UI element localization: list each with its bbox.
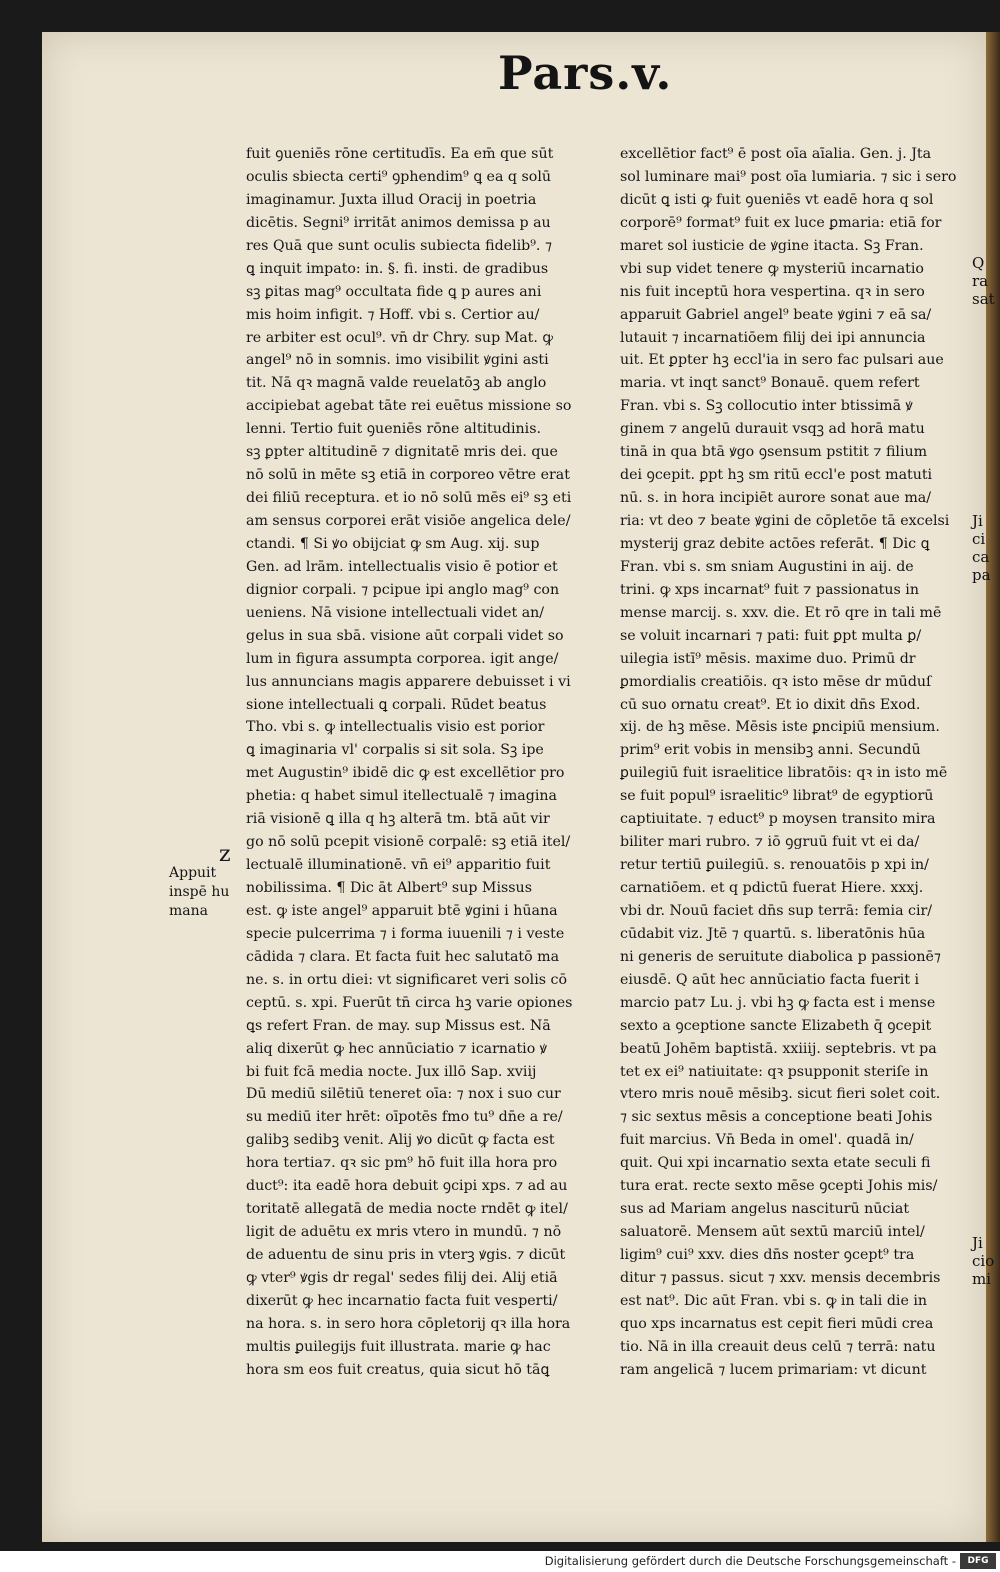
text-line: uilegia istī⁹ mēsis. maxime duo. Primū dr: [620, 650, 916, 667]
text-line: ceptū. s. xpi. Fuerūt tn̄ circa hꝫ varie opiones: [246, 994, 573, 1011]
text-line: retur tertiū ꝑuilegiū. s. renouatōis p xpi in/: [620, 857, 929, 874]
edge-fragment-middle: [972, 512, 991, 584]
text-line: toritatē allegatā de media nocte rndēt ꝙ itel/: [246, 1201, 568, 1218]
text-line: de aduentu de sinu pris in vterꝫ ꝟgis. ⁊ dicūt: [246, 1247, 566, 1263]
edge-fragment-bottom: [972, 1234, 994, 1288]
footer-bar: [0, 1551, 1000, 1572]
text-line: ⁊ sic sextus mēsis a conceptione beati Johis: [620, 1109, 933, 1126]
text-line: ꝑmordialis creatiōis. qꝛ isto mēse dr mūduſ: [620, 673, 932, 690]
text-line: tinā in qua btā ꝟgo ꝯsensum pstitit ⁊ filium: [620, 444, 928, 461]
text-line: ꝑuilegiū fuit israelitice libratōis: qꝛ in isto mē: [620, 765, 948, 782]
edge-fragment-text: pa: [972, 566, 991, 584]
text-line: na hora. s. in sero hora cōpletorij qꝛ illa hora: [246, 1315, 571, 1332]
text-line: ctandi. ¶ Si ꝟo obijciat ꝙ sm Aug. xij. sup: [246, 535, 540, 552]
text-line: sexto a ꝯceptione sancte Elizabeth q̄ ꝯcepit: [620, 1017, 932, 1034]
text-line: saluatorē. Mensem aūt sextū marciū intel/: [620, 1224, 925, 1241]
edge-fragment-text: ci: [972, 530, 986, 548]
text-line: nis fuit inceptū hora vespertina. qꝛ in sero: [620, 283, 925, 300]
text-line: go nō solū pcepit visionē corpalē: sꝫ etiā itel/: [246, 834, 571, 851]
text-line: xij. de hꝫ mēse. Mēsis iste ꝑncipiū mensium.: [620, 719, 940, 736]
text-line: dicūt ꝗ isti ꝙ fuit ꝯueniēs vt eadē hora q sol: [620, 191, 934, 208]
text-line: lenni. Tertio fuit ꝯueniēs rōne altitudinis.: [246, 421, 541, 438]
text-line: biliter mari rubro. ⁊ iō ꝯgruū fuit vt ei da/: [620, 834, 920, 851]
text-line: ne. s. in ortu diei: vt significaret veri solis cō: [246, 971, 568, 988]
text-line: sol luminare mai⁹ post oīa lumiaria. ⁊ sic i sero: [620, 168, 957, 185]
text-line: met Augustin⁹ ibidē dic ꝙ est excellētior pro: [246, 765, 565, 782]
text-line: excellētior fact⁹ ē post oīa aīalia. Gen. j. Jta: [620, 146, 932, 162]
right-text-column: [620, 143, 970, 1382]
text-line: lutauit ⁊ incarnatiōem filij dei ipi annuncia: [620, 329, 926, 346]
text-line: mense marcij. s. xxv. die. Et rō qre in tali mē: [620, 604, 942, 621]
text-line: res Quā que sunt oculis subiecta fidelib⁹. ⁊: [246, 237, 552, 254]
text-line: quit. Qui xpi incarnatio sexta etate seculi fi: [620, 1155, 931, 1172]
text-line: tit. Nā qꝛ magnā valde reuelatōꝫ ab anglo: [246, 375, 547, 392]
text-line: ueniens. Nā visione intellectuali videt an/: [246, 604, 545, 621]
text-line: sꝫ ꝑitas mag⁹ occultata fide ꝗ p aures ani: [246, 283, 542, 300]
text-line: est nat⁹. Dic aūt Fran. vbi s. ꝙ in tali die in: [620, 1292, 928, 1309]
text-line: eiusdē. Q aūt hec annūciatio facta fuerit i: [620, 971, 920, 988]
text-line: Dū mediū silētiū teneret oīa: ⁊ nox i suo cur: [246, 1086, 561, 1103]
text-line: uit. Et ꝑpter hꝫ eccl'ia in sero fac pulsari aue: [620, 352, 944, 369]
text-line: cādida ⁊ clara. Et facta fuit hec salutatō ma: [246, 948, 560, 965]
margin-note: [169, 842, 231, 921]
text-line: hora tertia⁊. qꝛ sic pm⁹ hō fuit illa hora pro: [246, 1155, 558, 1172]
text-line: prim⁹ erit vobis in mensibꝫ anni. Secundū: [620, 742, 921, 759]
text-line: sꝫ ꝑpter altitudinē ⁊ dignitatē mris dei. que: [246, 444, 558, 461]
text-line: ginem ⁊ angelū durauit vsqꝫ ad horā matu: [620, 421, 925, 438]
text-line: fuit ꝯueniēs rōne certitudīs. Ea em̄ que sūt: [246, 146, 554, 162]
text-line: tet ex ei⁹ natiuitate: qꝛ psupponit steriſe in: [620, 1063, 929, 1080]
dfg-logo: DFG: [960, 1553, 996, 1569]
text-line: est. ꝙ iste angel⁹ apparuit btē ꝟgini i hūana: [246, 902, 558, 919]
text-line: Fran. vbi s. sm sniam Augustini in aij. de: [620, 558, 914, 575]
text-line: hora sm eos fuit creatus, quia sicut hō tāꝗ: [246, 1361, 550, 1378]
text-line: sione intellectuali ꝗ corpali. Rūdet beatus: [246, 696, 547, 713]
text-line: lectualē illuminationē. vn̄ ei⁹ apparitio fuit: [246, 857, 551, 874]
text-line: duct⁹: ita eadē hora debuit ꝯcipi xps. ⁊ ad au: [246, 1178, 568, 1195]
text-line: oculis sbiecta certi⁹ ꝯphendim⁹ ꝗ ea q solū: [246, 168, 552, 185]
margin-note-line: inspē hu: [169, 884, 230, 900]
text-line: ni generis de seruitute diabolica p passionē⁊: [620, 948, 941, 965]
text-line: ligit de aduētu ex mris vtero in mundū. ⁊ nō: [246, 1224, 562, 1241]
text-line: nō solū in mēte sꝫ etiā in corporeo vētre erat: [246, 467, 570, 484]
text-line: lum in figura assumpta corporea. igit ange/: [246, 650, 559, 667]
margin-note-line: Appuit: [169, 865, 217, 881]
text-line: ꝙ vter⁹ ꝟgis dr regal' sedes filij dei. Alij etiā: [246, 1269, 558, 1286]
text-line: imaginamur. Juxta illud Oracij in poetria: [246, 191, 537, 208]
text-line: nobilissima. ¶ Dic āt Albert⁹ sup Missus: [246, 880, 532, 896]
text-line: vbi dr. Nouū faciet dn̄s sup terrā: femia cir/: [620, 902, 933, 919]
text-line: trini. ꝙ xps incarnat⁹ fuit ⁊ passionatus in: [620, 581, 919, 598]
margin-note-mark: z: [219, 842, 231, 867]
edge-fragment-text: Ji: [972, 1234, 983, 1252]
text-line: carnatiōem. et q pdictū fuerat Hiere. xxxj.: [620, 880, 924, 896]
text-line: su mediū iter hrēt: oīpotēs fmo tu⁹ dn̄e a re/: [246, 1109, 563, 1126]
text-line: dixerūt ꝙ hec incarnatio facta fuit vesperti/: [246, 1292, 558, 1309]
text-line: fuit marcius. Vn̄ Beda in omel'. quadā in/: [620, 1132, 914, 1149]
edge-fragment-text: sat: [972, 290, 995, 308]
text-line: sus ad Mariam angelus nasciturū nūciat: [620, 1201, 910, 1218]
text-line: corporē⁹ format⁹ fuit ex luce ꝑmaria: etiā for: [620, 214, 942, 231]
text-line: cūdabit viz. Jtē ⁊ quartū. s. liberatōnis hūa: [620, 925, 926, 942]
text-line: nū. s. in hora incipiēt aurore sonat aue ma/: [620, 490, 932, 507]
text-line: galibꝫ sedibꝫ venit. Alij ꝟo dicūt ꝙ facta est: [246, 1132, 555, 1149]
text-line: bi fuit fcā media nocte. Jux illō Sap. xviij: [246, 1063, 537, 1080]
edge-fragment-text: ra: [972, 272, 989, 290]
margin-note-line: mana: [169, 903, 208, 919]
text-line: vbi sup videt tenere ꝙ mysteriū incarnatio: [620, 260, 924, 277]
text-line: tura erat. recte sexto mēse ꝯcepti Johis mis/: [620, 1178, 938, 1195]
text-line: aliq dixerūt ꝙ hec annūciatio ⁊ icarnatio ꝟ: [246, 1040, 547, 1057]
edge-fragment-text: cio: [972, 1252, 995, 1270]
text-line: specie pulcerrima ⁊ i forma iuuenili ⁊ i veste: [246, 925, 565, 942]
text-line: tio. Nā in illa creauit deus celū ⁊ terrā: natu: [620, 1338, 936, 1355]
text-line: am sensus corporei erāt visiōe angelica dele/: [246, 513, 571, 529]
text-line: angel⁹ nō in somnis. imo visibilit ꝟgini asti: [246, 352, 549, 369]
edge-fragment-text: ca: [972, 548, 990, 566]
text-line: re arbiter est ocul⁹. vn̄ dr Chry. sup Mat. ꝙ: [246, 329, 554, 346]
text-line: ꝗs refert Fran. de may. sup Missus est. Nā: [246, 1017, 551, 1034]
text-line: ditur ⁊ passus. sicut ⁊ xxv. mensis decembris: [620, 1269, 941, 1286]
text-line: ria: vt deo ⁊ beate ꝟgini de cōpletōe tā excelsi: [620, 513, 950, 529]
edge-fragment-text: mi: [972, 1270, 992, 1288]
edge-fragment-text: Q: [972, 254, 985, 272]
text-line: maret sol iusticie de ꝟgine itacta. Sꝫ Fran.: [620, 237, 924, 254]
text-line: maria. vt inqt sanct⁹ Bonauē. quem refert: [620, 375, 920, 392]
text-line: apparuit Gabriel angel⁹ beate ꝟgini ⁊ eā sa/: [620, 306, 932, 323]
text-line: phetia: q habet simul itellectualē ⁊ imagina: [246, 788, 557, 805]
text-line: lus annuncians magis apparere debuisset i vi: [246, 673, 571, 690]
left-text-column: [246, 143, 598, 1382]
text-line: gelus in sua sbā. visione aūt corpali videt so: [246, 627, 564, 644]
text-line: ꝗ imaginaria vl' corpalis si sit sola. Sꝫ ipe: [246, 742, 544, 759]
text-line: mis hoim infigit. ⁊ Hoff. vbi s. Certior au/: [246, 306, 540, 323]
text-line: dei filiū receptura. et io nō solū mēs ei⁹ sꝫ eti: [246, 490, 572, 507]
text-line: accipiebat agebat tāte rei euētus missione so: [246, 398, 572, 415]
text-line: se voluit incarnari ⁊ pati: fuit ꝑpt multa ꝑ/: [620, 627, 922, 644]
text-line: captiuitate. ⁊ educt⁹ p moysen transito mira: [620, 811, 936, 828]
running-head: Pars.v.: [498, 46, 673, 100]
text-line: Gen. ad lrām. intellectualis visio ē potior et: [246, 558, 558, 575]
text-line: cū suo ornatu creat⁹. Et io dixit dn̄s Exod.: [620, 696, 921, 713]
text-line: ꝗ inquit impato: in. §. fi. insti. de gradibus: [246, 260, 549, 277]
text-line: riā visionē ꝗ illa q hꝫ alterā tm. btā aūt vir: [246, 811, 550, 828]
text-line: se fuit popul⁹ israelitic⁹ librat⁹ de egyptiorū: [620, 788, 934, 805]
text-line: ram angelicā ⁊ lucem primariam: vt dicunt: [620, 1361, 927, 1378]
footer-credit: Digitalisierung gefördert durch die Deutsche Forschungsgemeinschaft -: [544, 1554, 956, 1568]
text-line: dignior corpali. ⁊ pcipue ipi anglo mag⁹ con: [246, 581, 560, 598]
text-line: vtero mris nouē mēsibꝫ. sicut fieri solet coit.: [620, 1086, 941, 1103]
edge-fragment-text: Ji: [972, 512, 983, 530]
text-line: dicētis. Segni⁹ irritāt animos demissa p au: [246, 214, 551, 231]
text-line: beatū Johēm baptistā. xxiiij. septebris. vt pa: [620, 1040, 937, 1057]
text-line: multis ꝑuilegijs fuit illustrata. marie ꝙ hac: [246, 1338, 551, 1355]
text-line: marcio pat⁊ Lu. j. vbi hꝫ ꝙ facta est i mense: [620, 994, 936, 1011]
text-line: ligim⁹ cui⁹ xxv. dies dn̄s noster ꝯcept⁹ tra: [620, 1247, 915, 1263]
edge-fragment-top: [972, 254, 995, 308]
text-line: Tho. vbi s. ꝙ intellectualis visio est porior: [246, 719, 545, 736]
text-line: quo xps incarnatus est cepit fieri mūdi crea: [620, 1315, 934, 1332]
text-line: mysterij graz debite actōes referāt. ¶ Dic ꝗ: [620, 535, 930, 552]
text-line: dei ꝯcepit. ꝑpt hꝫ sm ritū eccl'e post matuti: [620, 467, 933, 484]
text-line: Fran. vbi s. Sꝫ collocutio inter btissimā ꝟ: [620, 398, 913, 415]
